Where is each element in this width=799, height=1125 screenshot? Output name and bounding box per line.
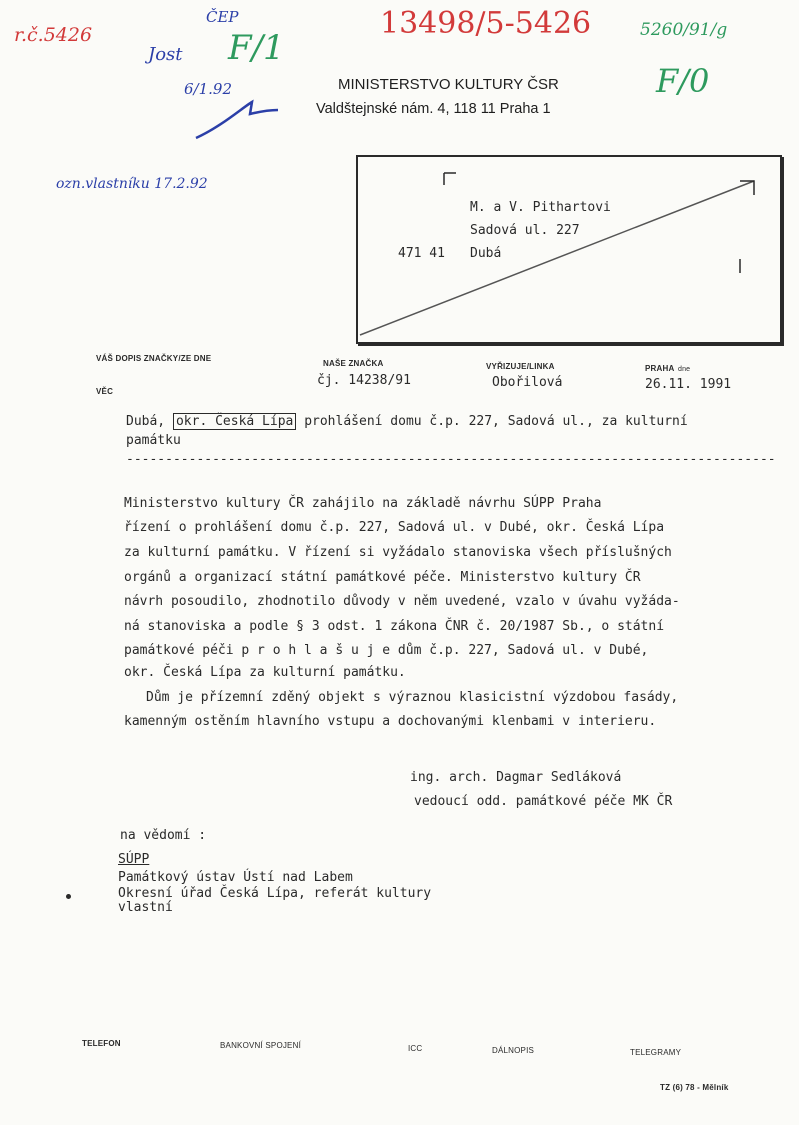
footer-icc-label: ICC [408,1044,423,1053]
handwritten-f1: F/1 [228,28,285,68]
handwritten-date: 6/1.92 [184,80,232,98]
letter-date: 26.11. 1991 [645,377,732,392]
footer-print-code: TZ (6) 78 - Mělník [660,1083,729,1092]
recipient-postcode: 471 41 [398,246,445,261]
handled-by-label: VYŘIZUJE/LINKA [486,362,555,371]
subject-label: VĚC [96,387,114,396]
subject-rule: ----------------------------------------------------------------------------------- [126,452,776,467]
cc-item-supp: SÚPP [118,852,150,867]
handwritten-sent-note: ozn.vlastníku 17.2.92 [56,176,208,192]
bullet-dot [66,894,71,899]
signatory-name: ing. arch. Dagmar Sedláková [410,770,622,785]
handwritten-f0: F/0 [656,62,710,100]
handwritten-stroke-icon [192,96,282,144]
recipient-street: Sadová ul. 227 [470,223,580,238]
handwritten-ref-left: r.č.5426 [14,24,93,46]
body-line-7: památkové péči p r o h l a š u j e dům č.p. 227, Sadová ul. v Dubé, [124,643,649,658]
handwritten-ref-top: 13498/5-5426 [380,6,592,41]
our-ref-value: čj. 14238/91 [317,373,411,388]
body-line-4: orgánů a organizací státní památkové péče. Ministerstvo kultury ČR [124,570,641,585]
body-line-6: ná stanoviska a podle § 3 odst. 1 zákona ČNR č. 20/1987 Sb., o státní [124,619,665,634]
body-line-1: Ministerstvo kultury ČR zahájilo na základě návrhu SÚPP Praha [124,496,602,511]
our-ref-label: NAŠE ZNAČKA [323,359,384,368]
subject-town: Dubá, [126,414,166,429]
handwritten-jost: Jost [148,44,183,65]
your-letter-label: VÁŠ DOPIS ZNAČKY/ZE DNE [96,354,212,363]
praha-label: PRAHA [645,364,675,373]
footer-dalnopis-label: DÁLNOPIS [492,1046,535,1055]
subject-district-boxed: okr. Česká Lípa [173,413,296,430]
body-line-8: okr. Česká Lípa za kulturní památku. [124,665,406,680]
cc-item-vlastni: vlastní [118,900,173,915]
ministry-address: Valdštejnské nám. 4, 118 11 Praha 1 [316,101,551,117]
body-line-10: kamenným ostěním hlavního vstupu a dochovanými klenbami v interieru. [124,714,657,729]
date-dne-label: dne [678,366,691,373]
body-line-3: za kulturní památku. V řízení si vyžádalo stanoviska všech příslušných [124,545,672,560]
recipient-city: Dubá [470,246,502,261]
recipient-name: M. a V. Pithartovi [470,200,611,215]
cc-item-pamatkovy-ustav: Památkový ústav Ústí nad Labem [118,870,353,885]
cc-item-okresni-urad: Okresní úřad Česká Lípa, referát kultury [118,886,432,901]
footer-telegramy-label: TELEGRAMY [630,1048,682,1057]
footer-telefon-label: TELEFON [82,1039,121,1048]
body-line-5: návrh posoudilo, zhodnotilo důvody v něm uvedené, vzalo v úvahu vyžáda- [124,594,680,609]
cc-label: na vědomí : [120,828,207,843]
signatory-title: vedoucí odd. památkové péče MK ČR [414,794,673,809]
handwritten-cep: ČEP [206,8,239,26]
subject-line-1 [126,414,688,429]
handwritten-ref-green: 5260/91/g [640,20,728,40]
body-line-2: řízení o prohlášení domu č.p. 227, Sadová ul. v Dubé, okr. Česká Lípa [124,520,665,535]
ministry-name: MINISTERSTVO KULTURY ČSR [338,76,559,93]
handled-by-value: Obořilová [492,375,563,390]
subject-text: prohlášení domu č.p. 227, Sadová ul., za kulturní [304,414,688,429]
subject-line-2: památku [126,433,181,448]
footer-bank-label: BANKOVNÍ SPOJENÍ [220,1041,301,1050]
body-line-9: Dům je přízemní zděný objekt s výraznou klasicistní výzdobou fasády, [146,690,679,705]
